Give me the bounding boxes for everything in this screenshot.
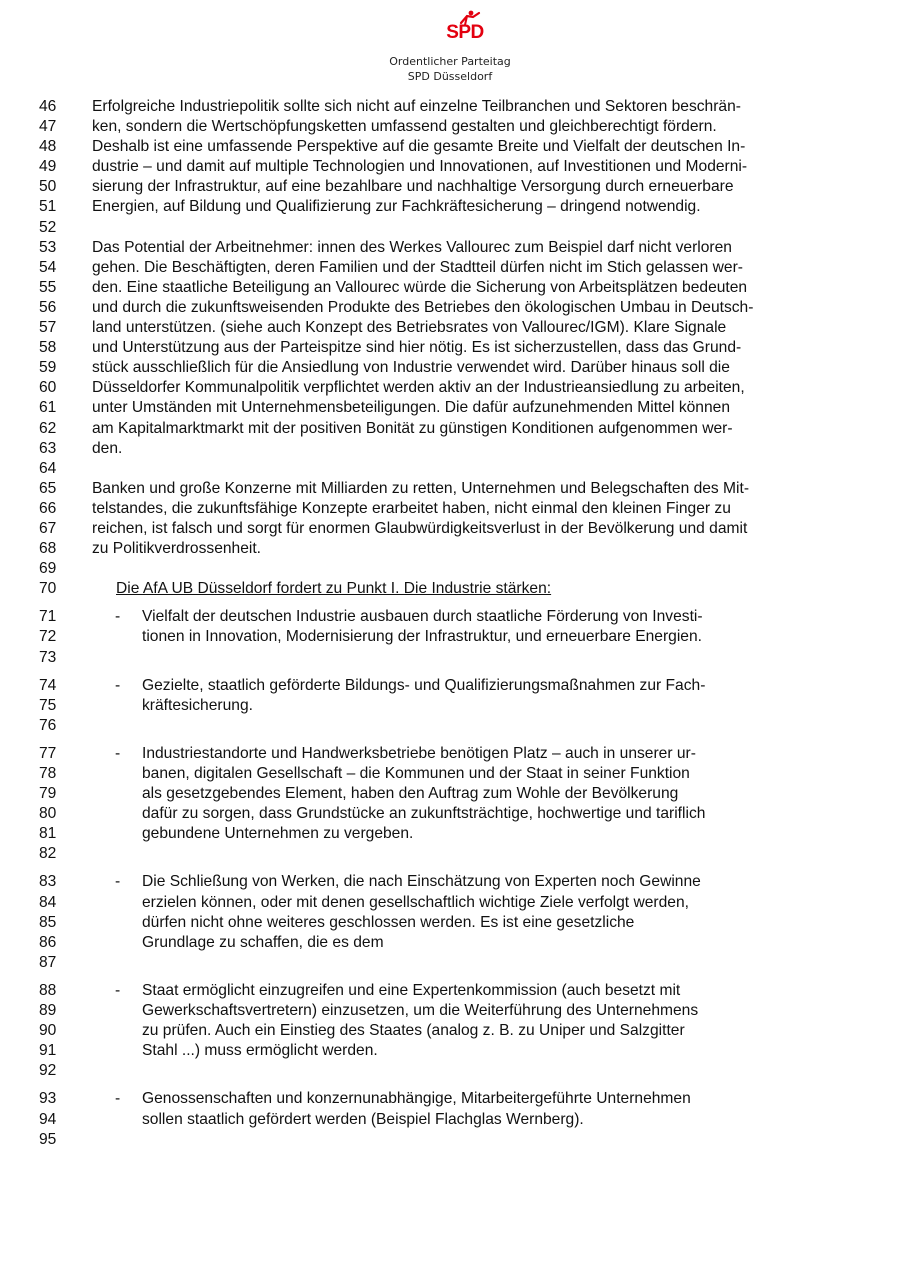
header-subtitle-org: SPD Düsseldorf (407, 70, 493, 83)
document-line (0, 804, 900, 824)
line-number: 79 (39, 785, 57, 803)
line-number: 57 (39, 319, 57, 337)
line-number: 68 (39, 540, 57, 558)
document-line (0, 872, 900, 892)
section-heading: Die AfA UB Düsseldorf fordert zu Punkt I. Die Industrie stärken: (116, 580, 552, 598)
document-line (0, 358, 900, 378)
line-text: zu Politikverdrossenheit. (92, 540, 262, 558)
line-text: sollen staatlich gefördert werden (Beispiel Flachglas Wernberg). (142, 1110, 584, 1128)
line-number: 67 (39, 519, 57, 537)
document-line (0, 218, 900, 238)
line-number: 61 (39, 399, 57, 417)
line-number: 66 (39, 499, 57, 517)
line-text: Das Potential der Arbeitnehmer: innen des Werkes Vallourec zum Beispiel darf nicht verloren (92, 238, 732, 256)
document-line (0, 607, 900, 627)
line-number: 78 (39, 765, 57, 782)
document-line (0, 197, 900, 217)
document-line (0, 499, 900, 519)
document-line (0, 913, 900, 933)
list-bullet: - (115, 744, 121, 762)
document-line (0, 298, 900, 318)
logo-text: SPD (446, 22, 484, 43)
line-text: gebundene Unternehmen zu vergeben. (142, 825, 414, 843)
line-number: 63 (39, 439, 57, 457)
document-line (0, 1089, 900, 1109)
document-line (0, 338, 900, 358)
line-text: tionen in Innovation, Modernisierung der Infrastruktur, und erneuerbare Energien. (142, 628, 702, 646)
list-bullet: - (115, 1090, 121, 1108)
line-number: 62 (39, 419, 57, 437)
line-number: 80 (39, 805, 57, 823)
document-line (0, 519, 900, 539)
line-number: 86 (39, 933, 57, 951)
line-number: 77 (39, 744, 57, 762)
document-line (0, 579, 900, 599)
line-text: und Unterstützung aus der Parteispitze sind hier nötig. Es ist sicherzustellen, dass das Grund- (92, 339, 742, 357)
line-text: Erfolgreiche Industriepolitik sollte sich nicht auf einzelne Teilbranchen und Sektoren beschrän- (92, 98, 741, 115)
line-text: Stahl ...) muss ermöglicht werden. (142, 1042, 378, 1060)
line-text: und durch die zukunftsweisenden Produkte des Betriebes den ökologischen Umbau in Deutsch- (92, 298, 754, 316)
line-text: kräftesicherung. (142, 696, 253, 714)
line-text: dürfen nicht ohne weiteres geschlossen werden. Es ist eine gesetzliche (142, 913, 635, 931)
document-line (0, 1001, 900, 1021)
line-text: erzielen können, oder mit denen gesellschaftlich wichtige Ziele verfolgt werden, (142, 893, 689, 911)
document-line (0, 953, 900, 973)
list-bullet: - (115, 676, 121, 694)
list-item-text: Vielfalt der deutschen Industrie ausbauen durch staatliche Förderung von Investi- (142, 608, 703, 626)
line-number: 84 (39, 893, 57, 911)
document-line (0, 648, 900, 668)
line-text: den. (92, 439, 123, 457)
document-line (0, 238, 900, 258)
document-line (0, 539, 900, 559)
document-line (0, 117, 900, 137)
document-line (0, 439, 900, 459)
document-line (0, 479, 900, 499)
line-number: 56 (39, 298, 57, 316)
line-number: 74 (39, 676, 57, 694)
list-item-text: Industriestandorte und Handwerksbetriebe benötigen Platz – auch in unserer ur- (142, 744, 696, 762)
line-text: dafür zu sorgen, dass Grundstücke an zukunftsträchtige, hochwertige und tariflich (142, 805, 706, 823)
header-subtitle-event: Ordentlicher Parteitag (389, 55, 511, 68)
line-number: 76 (39, 716, 57, 734)
document-line (0, 559, 900, 579)
line-number: 93 (39, 1090, 57, 1108)
line-number: 46 (39, 98, 57, 115)
document-line (0, 258, 900, 278)
document-line (0, 97, 900, 117)
line-number: 69 (39, 560, 57, 578)
line-text: Deshalb ist eine umfassende Perspektive auf die gesamte Breite und Vielfalt der deutschen In- (92, 138, 746, 156)
document-line (0, 278, 900, 298)
line-number: 65 (39, 479, 57, 497)
line-number: 92 (39, 1062, 57, 1080)
document-line (0, 157, 900, 177)
line-text: telstandes, die zukunftsfähige Konzepte erarbeitet haben, nicht einmal den kleinen Finger zu (92, 499, 731, 517)
list-item-text: Genossenschaften und konzernunabhängige, Mitarbeitergeführte Unternehmen (142, 1090, 691, 1108)
line-text: Düsseldorfer Kommunalpolitik verpflichtet werden aktiv an der Industrieansiedlung zu arbeiten, (92, 379, 745, 397)
document-line (0, 696, 900, 716)
document-line (0, 1021, 900, 1041)
line-number: 83 (39, 873, 57, 891)
document-line (0, 398, 900, 418)
line-number: 81 (39, 825, 57, 843)
line-number: 52 (39, 218, 57, 236)
line-number: 89 (39, 1002, 57, 1020)
line-number: 88 (39, 981, 57, 999)
line-text: zu prüfen. Auch ein Einstieg des Staates (analog z. B. zu Uniper und Salzgitter (142, 1022, 685, 1040)
line-number: 47 (39, 118, 57, 136)
document-line (0, 764, 900, 784)
line-text: den. Eine staatliche Beteiligung an Vallourec würde die Sicherung von Arbeitsplätzen bedeuten (92, 278, 748, 296)
list-item-text: Staat ermöglicht einzugreifen und eine Expertenkommission (auch besetzt mit (142, 981, 681, 999)
document-line (0, 318, 900, 338)
list-bullet: - (115, 608, 121, 626)
line-text: reichen, ist falsch und sorgt für enormen Glaubwürdigkeitsverlust in der Bevölkerung und damit (92, 519, 748, 537)
line-number: 72 (39, 628, 57, 646)
document-body (0, 97, 900, 1150)
line-number: 94 (39, 1110, 57, 1128)
line-number: 53 (39, 238, 57, 256)
document-line (0, 177, 900, 197)
line-number: 85 (39, 913, 57, 931)
line-number: 50 (39, 178, 57, 196)
document-line (0, 1130, 900, 1150)
document-line (0, 137, 900, 157)
line-number: 75 (39, 696, 57, 714)
line-number: 54 (39, 258, 57, 276)
document-line (0, 844, 900, 864)
line-number: 64 (39, 459, 57, 477)
line-text: am Kapitalmarktmarkt mit der positiven Bonität zu günstigen Konditionen aufgenommen wer- (92, 419, 733, 437)
line-number: 60 (39, 379, 57, 397)
line-number: 90 (39, 1022, 57, 1040)
line-number: 59 (39, 359, 57, 377)
line-text: als gesetzgebendes Element, haben den Auftrag zum Wohle der Bevölkerung (142, 785, 679, 803)
line-text: gehen. Die Beschäftigten, deren Familien und der Stadtteil dürfen nicht im Stich gelassen wer- (92, 258, 743, 276)
document-line (0, 627, 900, 647)
document-line (0, 824, 900, 844)
document-header (0, 0, 900, 100)
document-line (0, 1061, 900, 1081)
document-line (0, 1110, 900, 1130)
document-line (0, 419, 900, 439)
line-text: ken, sondern die Wertschöpfungsketten umfassend gestalten und gleichberechtigt fördern. (92, 118, 717, 136)
document-line (0, 378, 900, 398)
line-text: banen, digitalen Gesellschaft – die Kommunen und der Staat in seiner Funktion (142, 765, 690, 782)
line-number: 82 (39, 845, 57, 863)
list-bullet: - (115, 981, 121, 999)
document-line (0, 933, 900, 953)
line-number: 55 (39, 278, 57, 296)
line-text: Energien, auf Bildung und Qualifizierung zur Fachkräftesicherung – dringend notwendig. (92, 198, 701, 216)
document-line (0, 1041, 900, 1061)
line-text: unter Umständen mit Unternehmensbeteiligungen. Die dafür aufzunehmenden Mittel können (92, 399, 730, 417)
line-number: 71 (39, 608, 57, 626)
line-number: 51 (39, 198, 57, 216)
list-item-text: Gezielte, staatlich geförderte Bildungs- und Qualifizierungsmaßnahmen zur Fach- (142, 676, 706, 694)
line-text: sierung der Infrastruktur, auf eine bezahlbare und nachhaltige Versorgung durch erneuerbare (92, 178, 734, 196)
list-item-text: Die Schließung von Werken, die nach Einschätzung von Experten noch Gewinne (142, 873, 701, 891)
document-line (0, 893, 900, 913)
line-text: Banken und große Konzerne mit Milliarden zu retten, Unternehmen und Belegschaften des Mit- (92, 479, 750, 497)
document-line (0, 784, 900, 804)
spd-logo (443, 10, 487, 46)
line-number: 91 (39, 1042, 57, 1060)
line-number: 58 (39, 339, 57, 357)
line-number: 73 (39, 648, 57, 666)
line-number: 95 (39, 1130, 57, 1148)
document-line (0, 716, 900, 736)
document-line (0, 744, 900, 764)
line-number: 48 (39, 138, 57, 156)
line-number: 70 (39, 580, 57, 598)
line-text: Grundlage zu schaffen, die es dem (142, 933, 384, 951)
line-text: Gewerkschaftsvertretern) einzusetzen, um die Weiterführung des Unternehmens (142, 1002, 699, 1020)
line-number: 49 (39, 158, 57, 176)
line-text: land unterstützen. (siehe auch Konzept des Betriebsrates von Vallourec/IGM). Klare Signale (92, 319, 727, 337)
document-line (0, 981, 900, 1001)
line-number: 87 (39, 953, 57, 971)
document-line (0, 676, 900, 696)
line-text: dustrie – und damit auf multiple Technologien und Innovationen, auf Investitionen und Moderni- (92, 158, 748, 176)
line-text: stück ausschließlich für die Ansiedlung von Industrie verwendet wird. Darüber hinaus soll die (92, 359, 730, 377)
document-line (0, 459, 900, 479)
list-bullet: - (115, 873, 121, 891)
